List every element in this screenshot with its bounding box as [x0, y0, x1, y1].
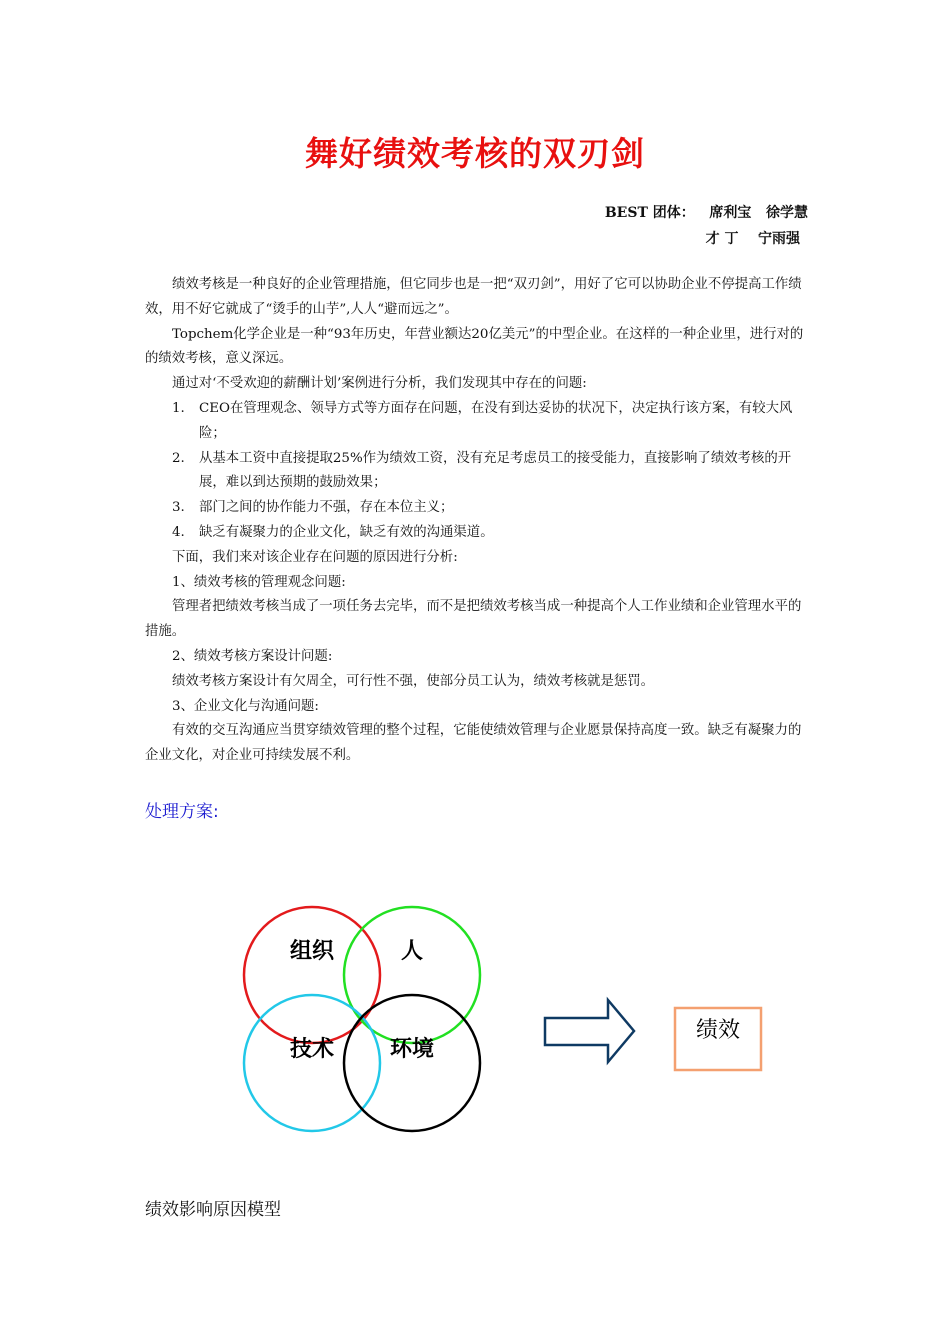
section-heading: 处理方案: — [145, 802, 219, 822]
label-performance: 绩效 — [695, 1018, 741, 1043]
list-item: 1. CEO在管理观念、领导方式等方面存在问题，在没有到达妥协的状况下，决定执行该方案，有较大风险； — [172, 400, 793, 441]
paragraph: 管理者把绩效考核当成了一项任务去完毕，而不是把绩效考核当成一种提高个人工作业绩和企业管理水平的措施。 — [145, 599, 802, 640]
subheading: 3、企业文化与沟通问题: — [172, 698, 319, 714]
paragraph: Topchem化学企业是一种“93年历史，年营业额达20亿美元”的中型企业。在这样的一种企业里，进行对的的绩效考核，意义深远。 — [145, 326, 804, 367]
circle-technology — [244, 995, 380, 1131]
list-item: 3. 部门之间的协作能力不强，存在本位主义； — [172, 500, 454, 516]
arrow-right-icon — [545, 1000, 634, 1062]
label-technology: 技术 — [289, 1037, 335, 1062]
authors-line-2: 才 丁 宁雨强 — [705, 231, 800, 247]
paragraph: 通过对‘不受欢迎的薪酬计划’案例进行分析，我们发现其中存在的问题: — [172, 376, 587, 392]
subheading: 1、绩效考核的管理观念问题: — [172, 574, 346, 590]
list-item: 2. 从基本工资中直接提取25%作为绩效工资，没有充足考虑员工的接受能力，直接影响了绩效考核的开展，难以到达预期的鼓励效果； — [172, 450, 792, 491]
subheading: 2、绩效考核方案设计问题: — [172, 648, 333, 664]
paragraph: 有效的交互沟通应当贯穿绩效管理的整个过程，它能使绩效管理与企业愿景保持高度一致。缺乏有凝聚力的企业文化，对企业可持续发展不利。 — [145, 723, 802, 764]
label-environment: 环境 — [389, 1037, 435, 1062]
circle-environment — [344, 995, 480, 1131]
document-title: 舞好绩效考核的双刃剑 — [305, 134, 645, 173]
circle-people — [344, 907, 480, 1043]
paragraph: 绩效考核是一种良好的企业管理措施，但它同步也是一把“双刃剑”，用好了它可以协助企业不停提高工作绩效，用不好它就成了“烫手的山芋”,人人“避而远之”。 — [145, 277, 802, 317]
label-people: 人 — [400, 939, 424, 964]
paragraph: 下面，我们来对该企业存在问题的原因进行分析: — [172, 549, 458, 565]
diagram-caption: 绩效影响原因模型 — [145, 1200, 281, 1220]
paragraph: 绩效考核方案设计有欠周全，可行性不强，使部分员工认为，绩效考核就是惩罚。 — [172, 673, 655, 689]
label-organization: 组织 — [289, 939, 335, 964]
circle-organization — [244, 907, 380, 1043]
list-item: 4. 缺乏有凝聚力的企业文化，缺乏有效的沟通渠道。 — [172, 524, 494, 540]
authors-line-1: BEST 团体： 席利宝 徐学慧 — [604, 205, 808, 221]
